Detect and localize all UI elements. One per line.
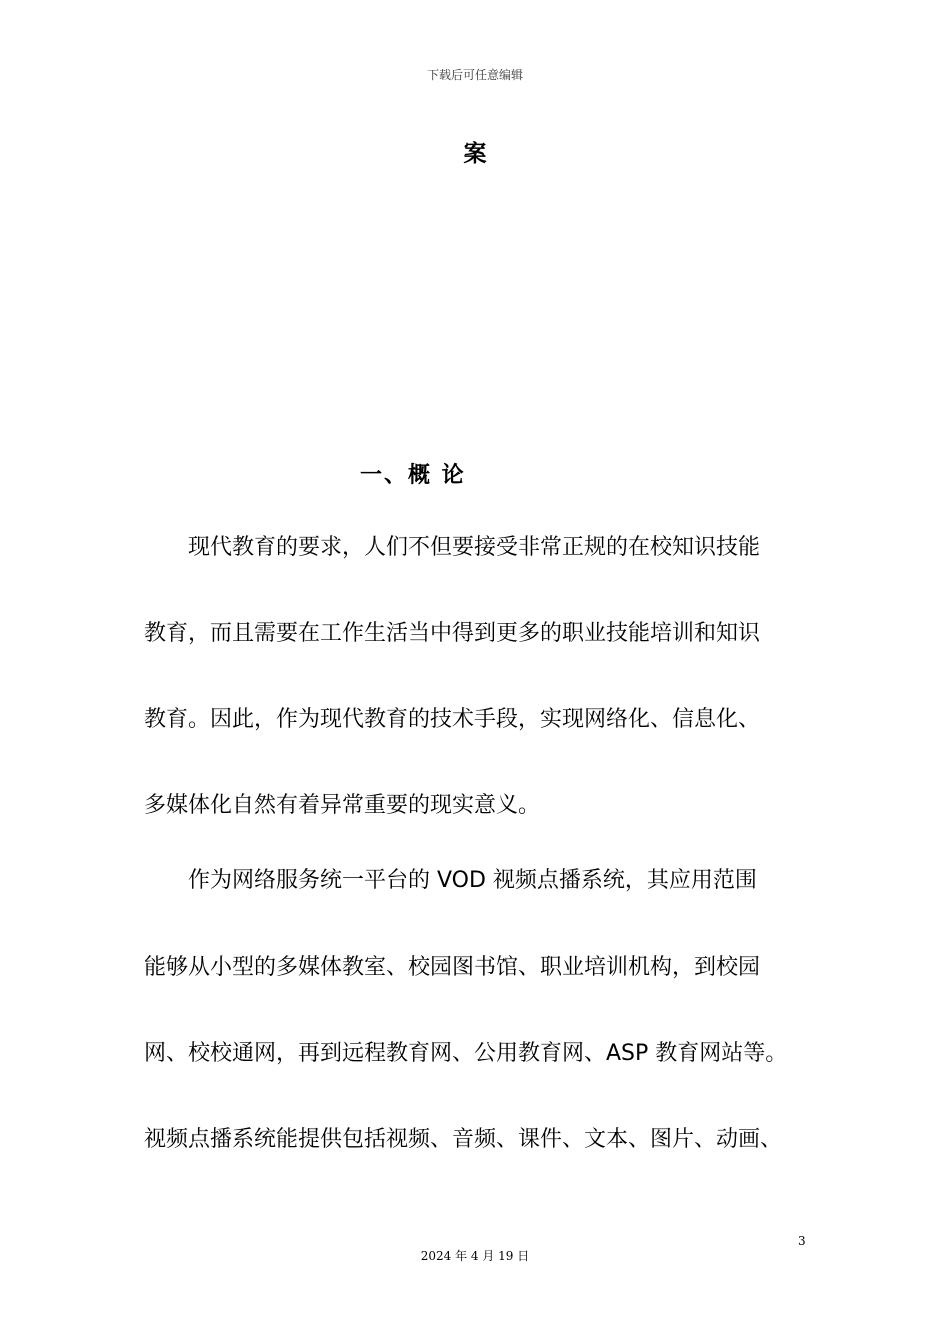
- footer-date: 2024 年 4 月 19 日: [420, 1249, 530, 1263]
- paragraph-line: 作为网络服务统一平台的 VOD 视频点播系统，其应用范围: [144, 868, 757, 893]
- paragraph-line: 网、校校通网，再到远程教育网、公用教育网、ASP 教育网站等。: [144, 1041, 788, 1066]
- paragraph-line: 能够从小型的多媒体教室、校园图书馆、职业培训机构，到校园: [144, 955, 761, 980]
- header-note: 下载后可任意编辑: [426, 68, 523, 82]
- paragraph-line: 教育，而且需要在工作生活当中得到更多的职业技能培训和知识: [144, 621, 761, 646]
- paragraph-line: 多媒体化自然有着异常重要的现实意义。: [144, 793, 541, 818]
- title-fragment: 案: [463, 141, 487, 167]
- section-heading: 一、概 论: [360, 463, 466, 488]
- paragraph-line: 现代教育的要求，人们不但要接受非常正规的在校知识技能: [144, 535, 761, 560]
- paragraph-line: 教育。因此，作为现代教育的技术手段，实现网络化、信息化、: [144, 707, 761, 732]
- page-number: 3: [798, 1234, 806, 1248]
- paragraph-line: 视频点播系统能提供包括视频、音频、课件、文本、图片、动画、: [144, 1127, 783, 1152]
